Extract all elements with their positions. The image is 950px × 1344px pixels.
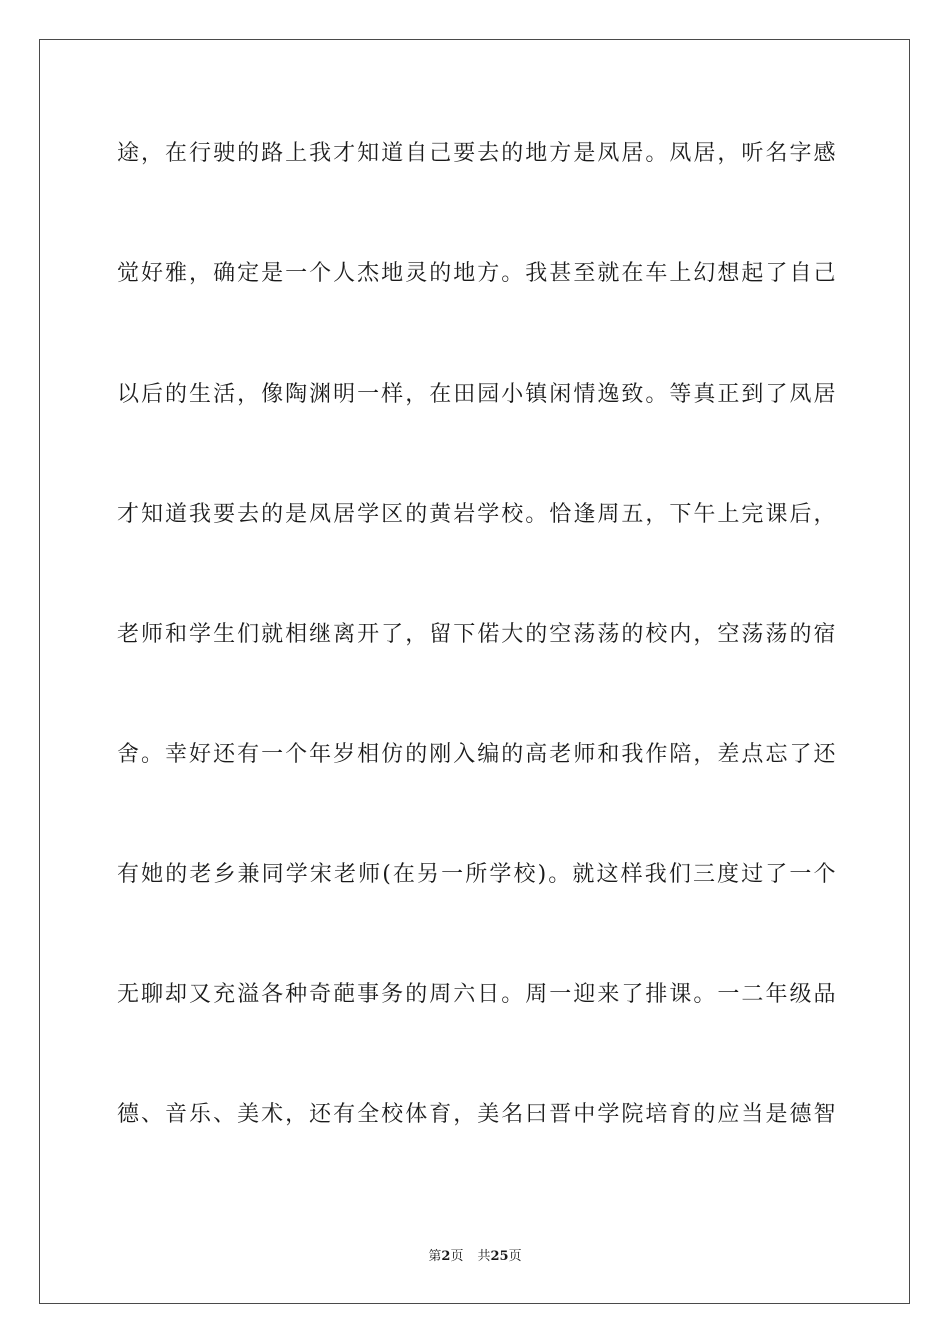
- current-page-number: 2: [441, 1249, 451, 1264]
- text-line: 途，在行驶的路上我才知道自己要去的地方是凤居。凤居，听名字感: [117, 141, 837, 166]
- text-line: 舍。幸好还有一个年岁相仿的刚入编的高老师和我作陪，差点忘了还: [117, 742, 837, 767]
- page-prefix: 第: [428, 1249, 442, 1264]
- text-line: 无聊却又充溢各种奇葩事务的周六日。周一迎来了排课。一二年级品: [117, 982, 837, 1007]
- text-line: 才知道我要去的是凤居学区的黄岩学校。恰逢周五，下午上完课后，: [117, 502, 837, 527]
- total-suffix: 页: [508, 1249, 522, 1264]
- text-line: 有她的老乡兼同学宋老师(在另一所学校)。就这样我们三度过了一个: [117, 862, 837, 887]
- text-line: 觉好雅，确定是一个人杰地灵的地方。我甚至就在车上幻想起了自己: [117, 261, 837, 286]
- total-pages-number: 25: [490, 1249, 509, 1264]
- text-line: 以后的生活，像陶渊明一样，在田园小镇闲情逸致。等真正到了凤居: [117, 382, 837, 407]
- text-line: 老师和学生们就相继离开了，留下偌大的空荡荡的校内，空荡荡的宿: [117, 622, 837, 647]
- text-line: 德、音乐、美术，还有全校体育，美名曰晋中学院培育的应当是德智: [117, 1102, 837, 1127]
- page-suffix: 页: [450, 1249, 464, 1264]
- page-footer: [0, 1248, 950, 1266]
- total-prefix: 共: [477, 1249, 491, 1264]
